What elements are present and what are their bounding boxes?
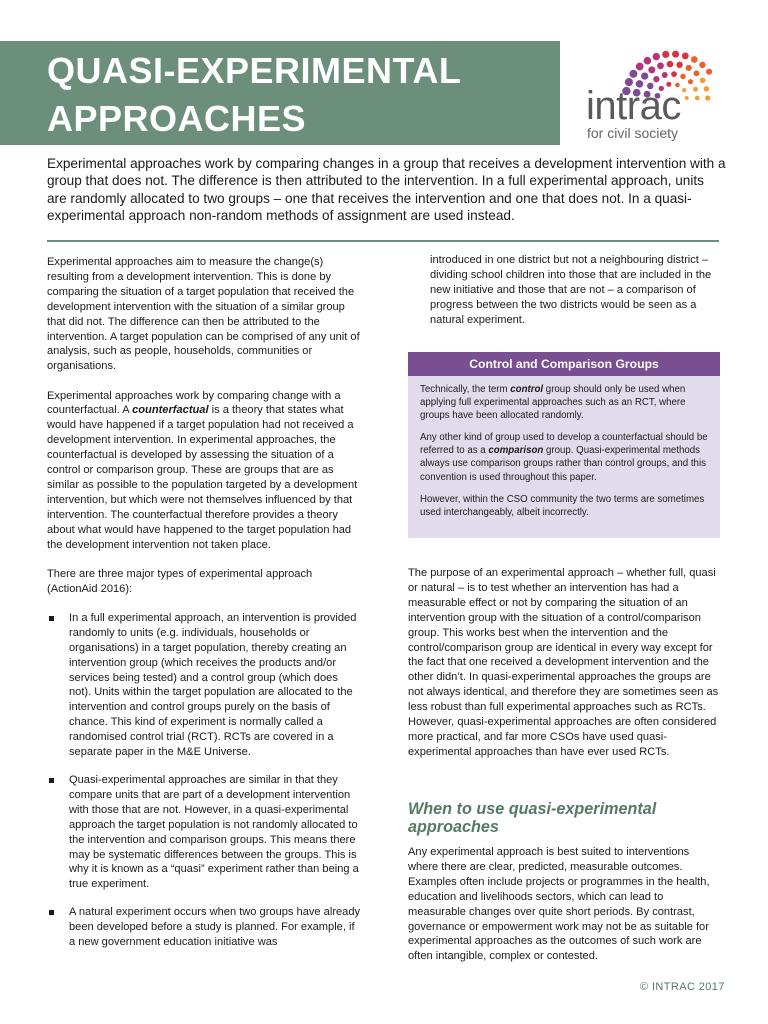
logo-dot bbox=[653, 76, 659, 82]
list-item-text: In a full experimental approach, an intervention is provided randomly to units (e.g. individuals, households or organisations) in a target population, thereby creating an intervention group (which receives the products and/or services being tested) and a control group (which does not). Units within the target population are allocated to the intervention and control groups purely on the basis of chance. This kind of experiment is normally called a randomised control trial (RCT). RCTs are covered in a separate paper in the M&E Universe. bbox=[69, 611, 357, 759]
bullet-icon bbox=[49, 778, 54, 783]
logo-dot bbox=[657, 62, 664, 69]
logo-dot bbox=[694, 70, 700, 76]
logo-dot bbox=[685, 96, 689, 100]
logo-dot bbox=[662, 72, 668, 78]
logo-dot bbox=[680, 74, 685, 79]
purpose-paragraph: The purpose of an experimental approach – whether full, quasi or natural – is to test whether an intervention has had a measurable effect or not by comparing the situation of an intervention group with the situation of a control/comparison group. This works best when the intervention and the control/comparison group are identical in every way except for the fact that one received a development intervention and the other didn’t. In quasi-experimental approaches the groups are not always identical, and therefore they are sometimes seen as less robust than full experimental approaches such as RCTs. However, quasi-experimental approaches are often considered more practical, and far more CSOs have used quasi-experimental approaches than have ever used RCTs. bbox=[408, 567, 719, 758]
box-paragraph-3: However, within the CSO community the two terms are sometimes used interchangeably, albeit incorrectly. bbox=[420, 493, 705, 518]
term-comparison: comparison bbox=[488, 445, 544, 457]
left-paragraph-2 bbox=[47, 389, 361, 553]
term-counterfactual: counterfactual bbox=[132, 404, 209, 417]
box-paragraph-2 bbox=[420, 431, 708, 483]
logo-dot bbox=[706, 69, 712, 75]
logo-dot bbox=[682, 88, 686, 92]
logo-dot bbox=[662, 51, 669, 58]
logo-wordmark: intrac bbox=[586, 84, 681, 128]
control-comparison-box bbox=[408, 352, 720, 538]
logo-dot bbox=[653, 53, 660, 60]
bullet-icon bbox=[49, 910, 54, 915]
text-run: Experimental approaches work by comparing change with a counterfactual. A bbox=[47, 389, 341, 417]
logo-dot bbox=[705, 95, 710, 100]
text-run: Technically, the term bbox=[420, 384, 511, 395]
list-item bbox=[47, 773, 361, 892]
left-column bbox=[47, 255, 361, 963]
logo-dot bbox=[676, 62, 682, 68]
term-control: control bbox=[510, 384, 544, 395]
box-heading: Control and Comparison Groups bbox=[408, 352, 720, 376]
logo-dot bbox=[699, 62, 705, 68]
title-line-2: APPROACHES bbox=[47, 98, 307, 139]
logo-dot bbox=[636, 63, 644, 71]
list-item-text: A natural experiment occurs when two groups have already been developed before a study is planned. For example, if a new government education initiative was bbox=[69, 906, 361, 949]
logo-dot bbox=[688, 79, 693, 84]
intrac-logo bbox=[584, 46, 724, 142]
text-run: group should only be used when applying full experimental approaches such as an RCT, where groups have been allocated randomly. bbox=[420, 384, 686, 422]
list-item-text: Quasi-experimental approaches are similar in that they compare units that are part of a development intervention with those that are not. However, in a quasi-experimental approach the target population is not randomly allocated to the intervention and comparison groups. This means there may be systematic differences between the groups. This is why it is known as a “quasi” experiment rather than being a true experiment. bbox=[69, 773, 359, 891]
logo-dot bbox=[704, 86, 709, 91]
logo-dot bbox=[667, 61, 674, 68]
text-run: group. Quasi-experimental methods always use comparison groups rather than control groups, and this convention is used throughout this paper. bbox=[420, 445, 706, 483]
section-heading: When to use quasi-experimental approaches bbox=[408, 800, 657, 836]
left-paragraph-3: There are three major types of experimental approach (ActionAid 2016): bbox=[47, 567, 313, 595]
left-paragraph-1: Experimental approaches aim to measure the change(s) resulting from a development intervention. This is done by comparing the situation of a target population that received the development intervention with the situation of a similar group that did not. The difference can then be attributed to the intervention. A target population can be comprised of any unit of analysis, such as people, households, communities or organisations. bbox=[47, 256, 360, 373]
list-item bbox=[47, 611, 361, 760]
right-continuation: introduced in one district but not a neighbouring district – dividing school children into those that are included in the new initiative and those that are not – a comparison of progress between the two districts would be seen as a natural experiment. bbox=[430, 254, 712, 326]
logo-dot bbox=[648, 66, 655, 73]
when-paragraph: Any experimental approach is best suited to interventions where there are clear, predicted, measurable outcomes. Examples often include projects or programmes in the health, education and livelihoods sectors, which can lead to measurable changes over quite short periods. By contrast, governance or empowerment work may not be as suitable for experimental approaches as the outcomes of such work are often intangible, complex or contested. bbox=[408, 846, 710, 963]
logo-dot bbox=[644, 57, 652, 65]
approach-list bbox=[47, 611, 361, 950]
logo-dot bbox=[691, 56, 698, 63]
text-run: is a theory that states what would have happened if a target population had not received a development intervention. In experimental approaches, the counterfactual is developed by assessing the situation of a control or comparison group. These are groups that are as similar as possible to the population targeted by a development intervention, but which were not themselves influenced by that intervention. The counterfactual therefore provides a theory about what would have happened to the target population had the development intervention not taken place. bbox=[47, 404, 358, 551]
logo-dot bbox=[700, 78, 706, 84]
logo-dot bbox=[672, 51, 679, 58]
logo-dot bbox=[695, 96, 700, 101]
page-title bbox=[47, 47, 547, 143]
logo-dot bbox=[671, 71, 677, 77]
logo-dot bbox=[641, 72, 648, 79]
copyright-footer: © INTRAC 2017 bbox=[640, 981, 725, 993]
box-body bbox=[408, 376, 720, 519]
divider bbox=[47, 240, 719, 242]
box-paragraph-1 bbox=[420, 383, 708, 422]
logo-dot bbox=[686, 65, 692, 71]
logo-tagline: for civil society bbox=[587, 125, 679, 141]
logo-dot bbox=[693, 87, 698, 92]
list-item bbox=[47, 905, 361, 950]
intro-paragraph: Experimental approaches work by comparing changes in a group that receives a development intervention with a group that does not. The difference is then attributed to the intervention. In a full experimental approach, units are randomly allocated to two groups – one that receives the intervention and one that does not. In a quasi-experimental approach non-random methods of assignment are used instead. bbox=[47, 156, 726, 224]
text-run: Any other kind of group used to develop a counterfactual should be referred to as a bbox=[420, 432, 708, 457]
title-line-1: QUASI-EXPERIMENTAL bbox=[47, 50, 462, 91]
bullet-icon bbox=[49, 616, 54, 621]
logo-dot bbox=[629, 70, 637, 78]
logo-dot bbox=[682, 52, 689, 59]
